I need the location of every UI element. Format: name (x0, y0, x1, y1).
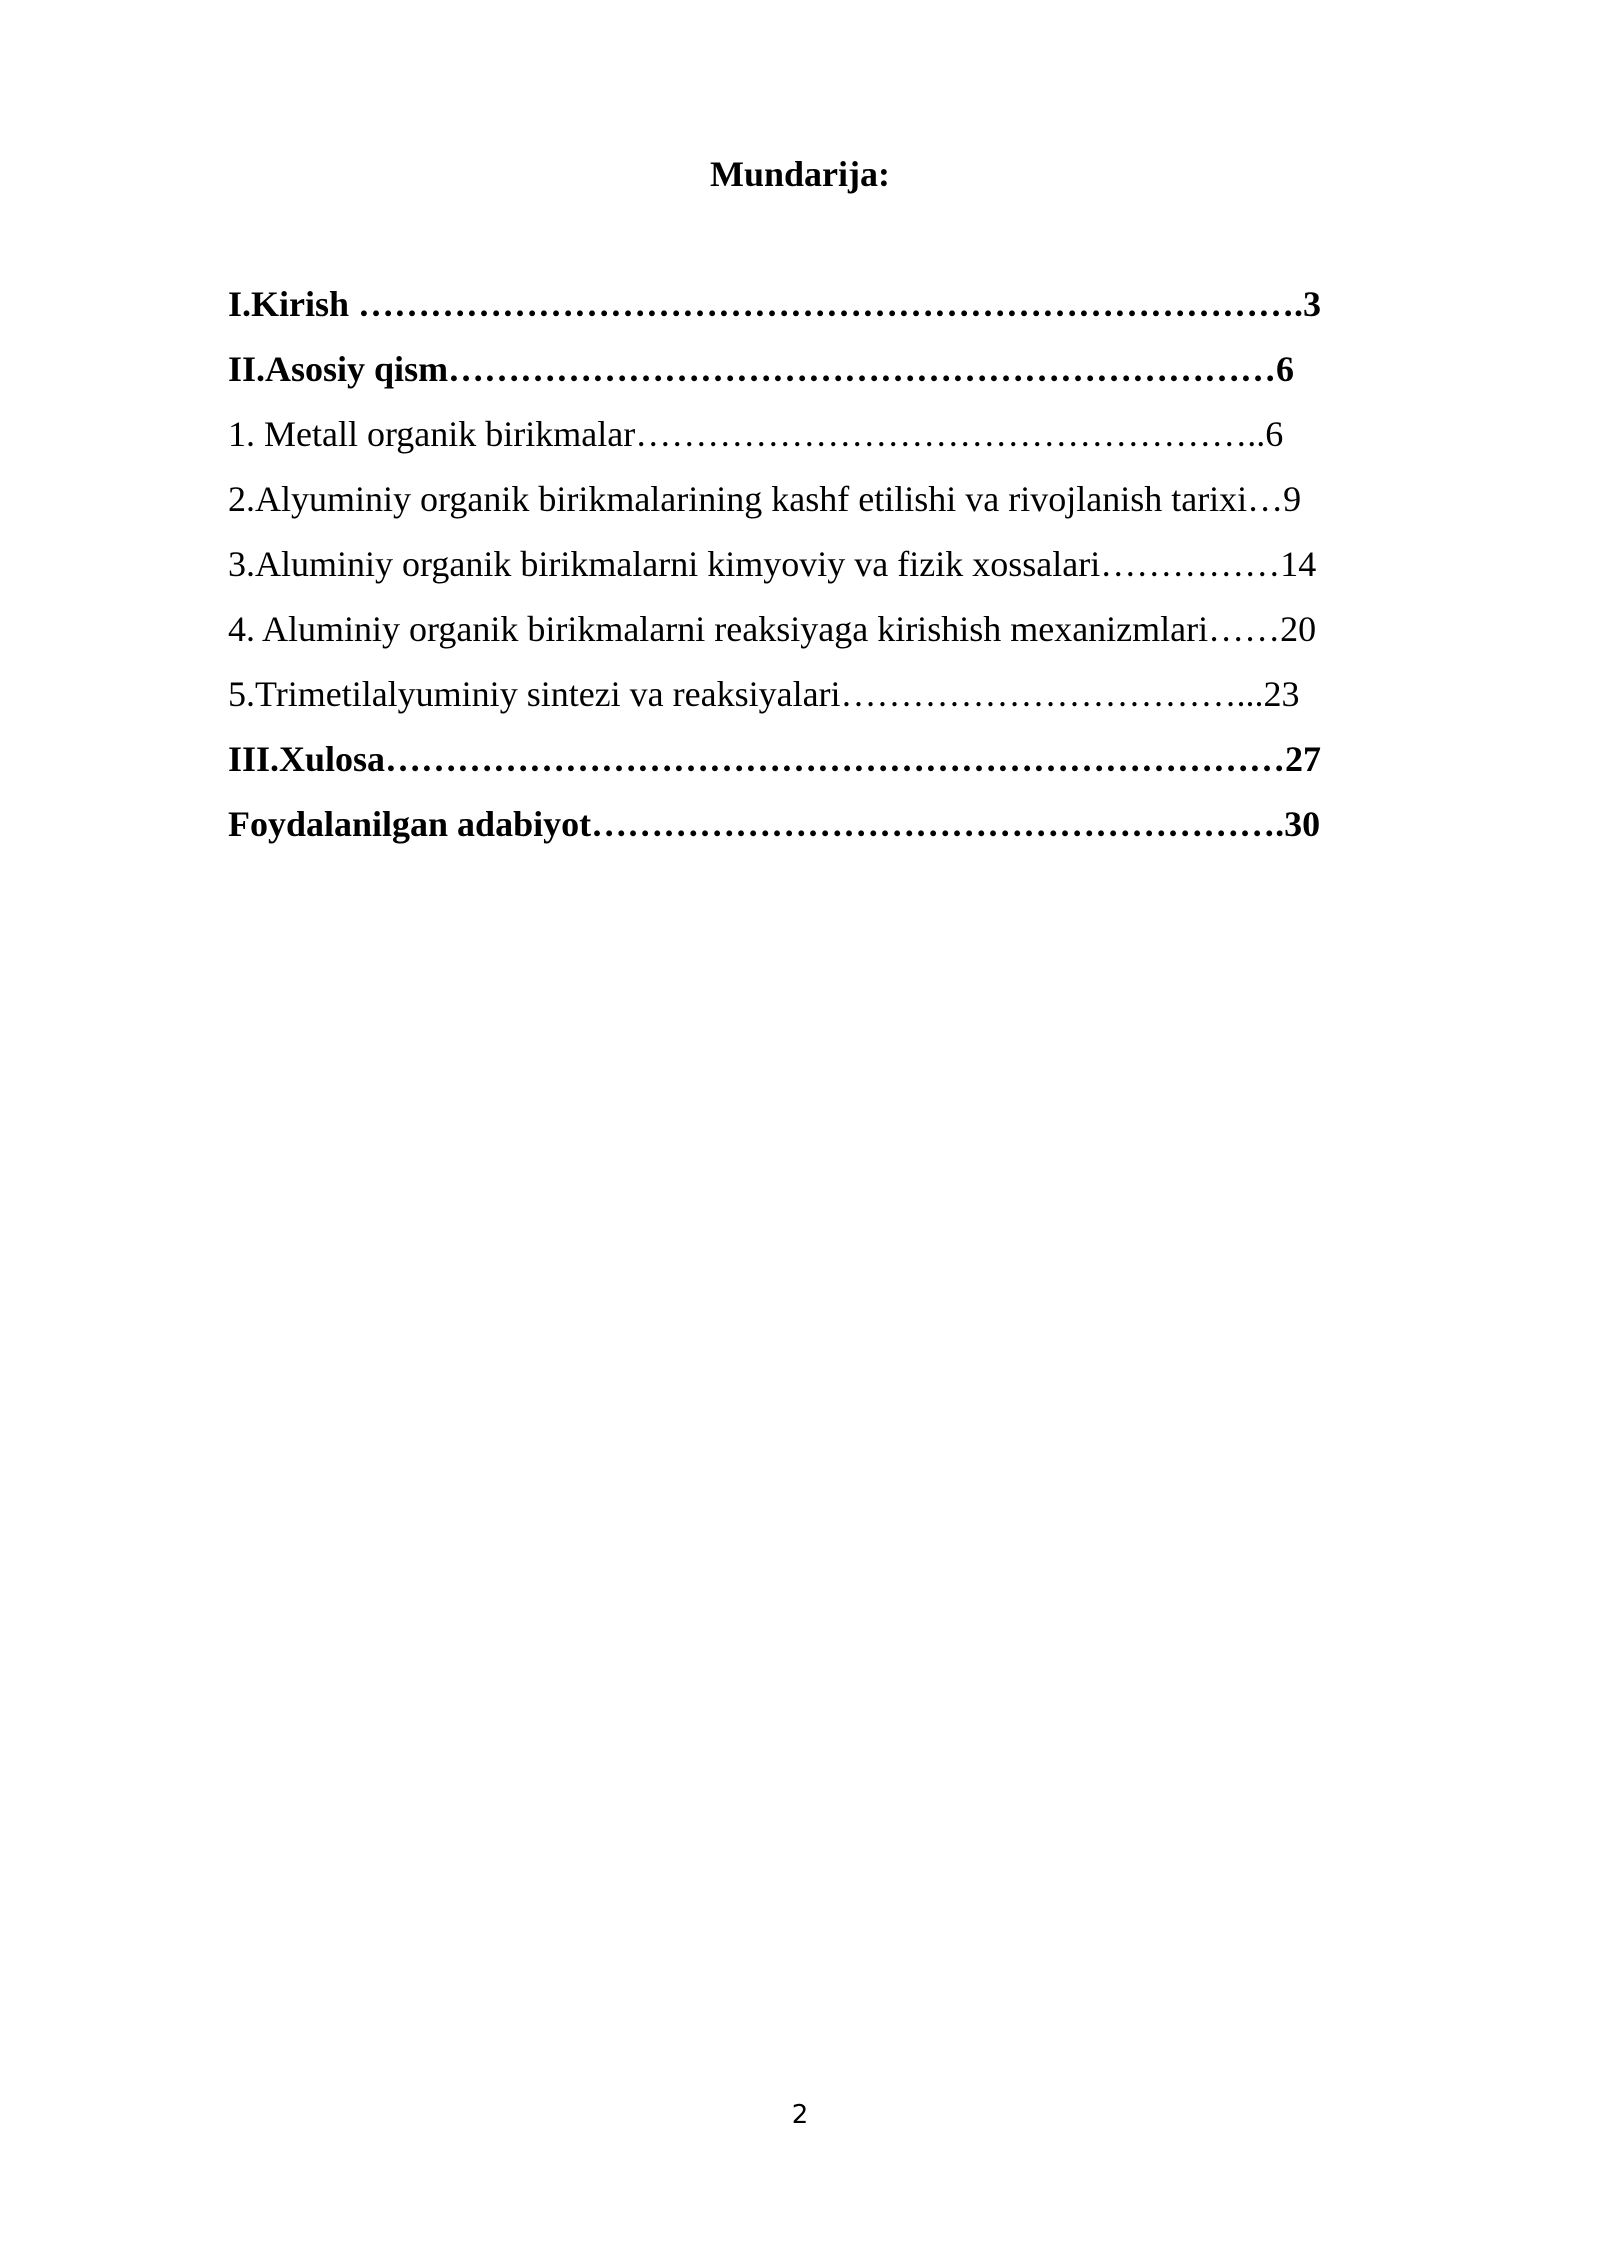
table-of-contents (228, 280, 1428, 865)
toc-entry-1: 1. Metall organik birikmalar……………………………………………..6 (228, 414, 1284, 454)
page-number: 2 (791, 2100, 809, 2130)
toc-entry-4: 4. Aluminiy organik birikmalarni reaksiyaga kirishish mexanizmlari……20 (228, 609, 1317, 649)
toc-entry-xulosa: III.Xulosa…………………………………………………………………27 (228, 739, 1322, 779)
toc-entry-kirish: I.Kirish …………………………………………………………………….3 (228, 284, 1322, 324)
toc-entry-3: 3.Aluminiy organik birikmalarni kimyoviy va fizik xossalari……………14 (228, 544, 1317, 584)
toc-entry-2: 2.Alyuminiy organik birikmalarining kashf etilishi va rivojlanish tarixi…9 (228, 479, 1302, 519)
page-title: Mundarija: (710, 154, 890, 194)
toc-entry-5: 5.Trimetilalyuminiy sintezi va reaksiyalari……………………………...23 (228, 674, 1300, 714)
toc-entry-adabiyot: Foydalanilgan adabiyot………………………………………………….30 (228, 804, 1321, 844)
toc-entry-asosiy-qism: II.Asosiy qism……………………………………………………………6 (228, 349, 1295, 389)
